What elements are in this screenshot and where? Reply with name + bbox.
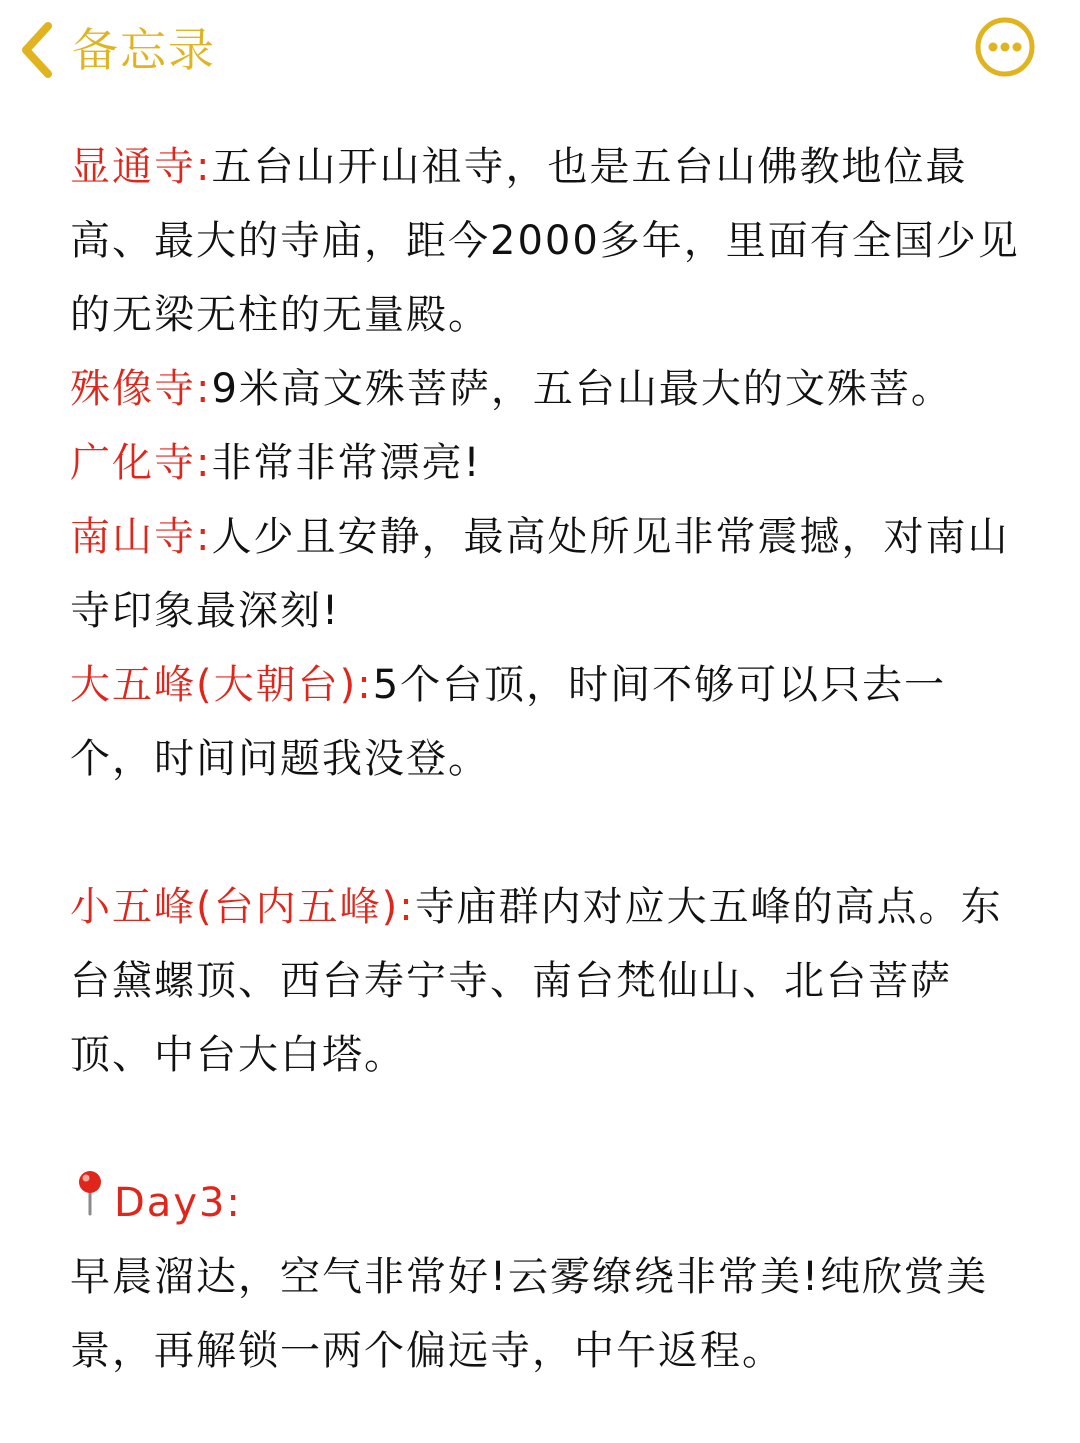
temple-description: 人少且安静，最高处所见非常震撼，对南山寺印象最深刻! bbox=[70, 514, 1010, 634]
temple-description: 非常非常漂亮! bbox=[211, 440, 482, 486]
day3-description: 早晨溜达，空气非常好!云雾缭绕非常美!纯欣赏美景，再解锁一两个偏远寺，中午返程。 bbox=[70, 1254, 989, 1374]
day3-heading bbox=[70, 1166, 1030, 1240]
note-paragraph bbox=[70, 648, 1030, 796]
peak-heading: 小五峰(台内五峰): bbox=[70, 884, 415, 930]
temple-heading: 殊像寺: bbox=[70, 366, 212, 412]
blank-line bbox=[70, 1092, 1030, 1166]
temple-heading: 显通寺: bbox=[70, 144, 212, 190]
peak-heading: 大五峰(大朝台): bbox=[70, 662, 373, 708]
temple-heading: 广化寺: bbox=[70, 440, 212, 486]
day3-title: Day3: bbox=[114, 1180, 242, 1226]
back-button[interactable] bbox=[14, 18, 216, 82]
peak-description: 寺庙群内对应大五峰的高点。东台黛螺顶、西台寿宁寺、南台梵仙山、北台菩萨顶、中台大白塔。 bbox=[70, 884, 1003, 1078]
chevron-left-icon bbox=[14, 18, 58, 82]
navigation-bar bbox=[0, 0, 1080, 110]
note-paragraph bbox=[70, 870, 1030, 1092]
note-paragraph bbox=[70, 352, 1030, 426]
temple-description: 9米高文殊菩萨，五台山最大的文殊菩。 bbox=[211, 366, 953, 412]
blank-line bbox=[70, 796, 1030, 870]
back-label: 备忘录 bbox=[72, 23, 216, 77]
peak-description: 5个台顶，时间不够可以只去一个，时间问题我没登。 bbox=[70, 662, 947, 782]
note-paragraph bbox=[70, 500, 1030, 648]
temple-heading: 南山寺: bbox=[70, 514, 212, 560]
note-body[interactable] bbox=[70, 130, 1030, 1388]
note-paragraph bbox=[70, 426, 1030, 500]
ellipsis-circle-icon bbox=[974, 16, 1036, 78]
pushpin-icon bbox=[70, 1166, 110, 1240]
temple-description: 五台山开山祖寺，也是五台山佛教地位最高、最大的寺庙，距今2000多年，里面有全国少见的无梁无柱的无量殿。 bbox=[70, 144, 1020, 338]
more-options-button[interactable] bbox=[974, 16, 1036, 78]
note-paragraph bbox=[70, 130, 1030, 352]
